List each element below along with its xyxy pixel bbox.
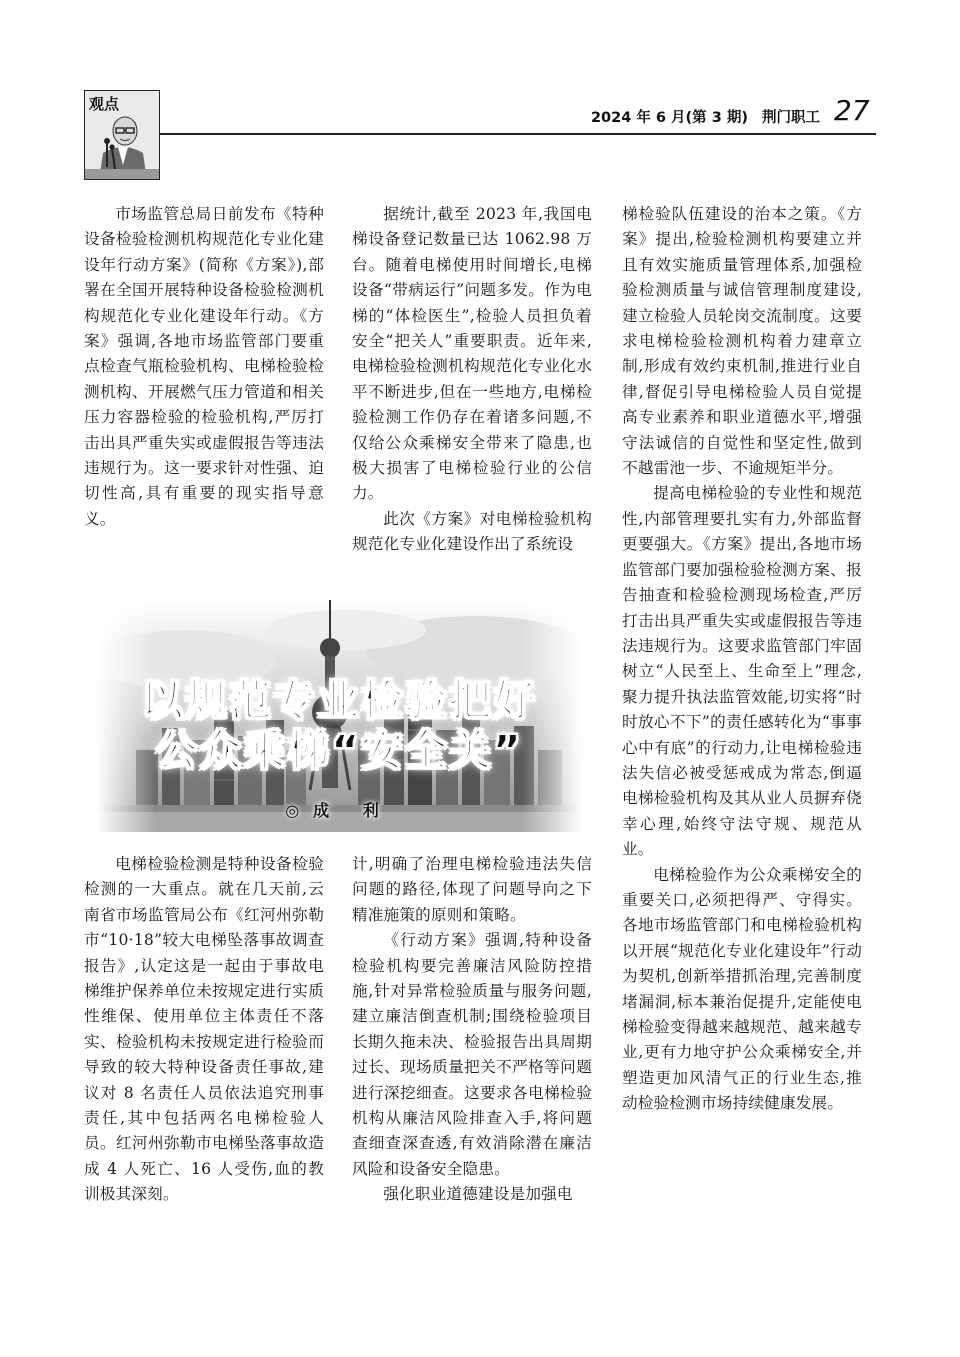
page-number: 27: [834, 94, 870, 127]
paragraph: 电梯检验作为公众乘梯安全的重要关口,必须把得严、守得实。各地市场监管部门和电梯检验机构以开展“规范化专业化建设年”行动为契机,创新举措抓治理,完善制度堵漏洞,标本兼治促提升,定能使电梯检验变得越来越规范、越来越专业,更有力地守护公众乘梯安全,并塑造更加风清气正的行业生态,推动检验检测市场持续健康发展。: [622, 865, 862, 1113]
paragraph: 此次《方案》对电梯检验机构规范化专业化建设作出了系统设: [352, 509, 592, 554]
column-1-bottom: [84, 852, 324, 1208]
paragraph: 电梯检验检测是特种设备检验检测的一大重点。就在几天前,云南省市场监管局公布《红河州弥勒市“10·18”较大电梯坠落事故调查报告》,认定这是一起由于事故电梯维护保养单位未按规定进行实质性维保、使用单位主体责任不落实、检验机构未按规定进行检验而导致的较大特种设备责任事故,建议对 8 名责任人员依法追究刑事责任,其中包括两名电梯检验人员。红河州弥勒市电梯坠落事故造成 4 人死亡、16 人受伤,血的教训极其深刻。: [84, 855, 324, 1204]
paragraph: 市场监管总局日前发布《特种设备检验检测机构规范化专业化建设年行动方案》(简称《方案》),部署在全国开展特种设备检验检测机构规范化专业化建设年行动。《方案》强调,各地市场监管部门要重点检查气瓶检验机构、电梯检验检测机构、开展燃气压力管道和相关压力容器检验的检验机构,严厉打击出具严重失实或虚假报告等违法违规行为。这一要求针对性强、迫切性高,具有重要的现实指导意义。: [84, 205, 324, 528]
issue-info: [577, 106, 820, 127]
article-title-line-2: 公众乘梯“安全关”: [155, 726, 523, 775]
article-title-line-1: 以规范专业检验把好: [140, 676, 537, 725]
paragraph: 强化职业道德建设是加强电: [383, 1185, 573, 1204]
paragraph: 计,明确了治理电梯检验违法失信问题的路径,体现了问题导向之下精准施策的原则和策略。: [352, 855, 592, 924]
section-label: 观点: [89, 95, 120, 113]
column-1-top: [84, 202, 324, 532]
header-rule: [160, 133, 876, 135]
section-logo: [84, 90, 160, 180]
paragraph: 提高电梯检验的专业性和规范性,内部管理要扎实有力,外部监督更要强大。《方案》提出,各地市场监管部门要加强检验检测方案、报告抽查和检验检测现场检查,严厉打击出具严重失实或虚假报告等违法违规行为。这要求监管部门牢固树立“人民至上、生命至上”理念,聚力提升执法监管效能,切实将“时时放心不下”的责任感转化为“事事心中有底”的行动力,让电梯检验违法失信必被受惩戒成为常态,倒逼电梯检验机构及其从业人员摒弃侥幸心理,始终守法守规、规范从业。: [622, 484, 862, 859]
column-3: [622, 202, 862, 1117]
article-author: ◎成 利: [285, 801, 393, 820]
paragraph: 梯检验队伍建设的治本之策。《方案》提出,检验检测机构要建立并且有效实施质量管理体系,加强检验检测质量与诚信管理制度建设,建立检验人员轮岗交流制度。这要求电梯检验检测机构着力建章立制,形成有效约束机制,推进行业自律,督促引导电梯检验人员自觉提高专业素养和职业道德水平,增强守法诚信的自觉性和坚定性,做到不越雷池一步、不逾规矩半分。: [622, 205, 862, 478]
paragraph: 《行动方案》强调,特种设备检验机构要完善廉洁风险防控措施,针对异常检验质量与服务问题,建立廉洁倒查机制;围绕检验项目长期久拖未决、检验报告出具周期过长、现场质量把关不严格等问题进行深挖细查。这要求各电梯检验机构从廉洁风险排查入手,将问题查细查深查透,有效消除潜在廉洁风险和设备安全隐患。: [352, 931, 592, 1178]
paragraph: 据统计,截至 2023 年,我国电梯设备登记数量已达 1062.98 万台。随着电梯使用时间增长,电梯设备“带病运行”问题多发。作为电梯的“体检医生”,检验人员担负着安全“把关人”重要职责。近年来,电梯检验检测机构规范化专业化水平不断进步,但在一些地方,电梯检验检测工作仍存在着诸多问题,不仅给公众乘梯安全带来了隐患,也极大损害了电梯检验行业的公信力。: [352, 205, 592, 503]
publication-name: 荆门职工: [762, 110, 820, 126]
column-2-bottom: [352, 852, 592, 1208]
article-banner: [96, 600, 582, 832]
column-2-top: [352, 202, 592, 558]
issue-date: 2024 年 6 月(第 3 期): [590, 110, 748, 126]
